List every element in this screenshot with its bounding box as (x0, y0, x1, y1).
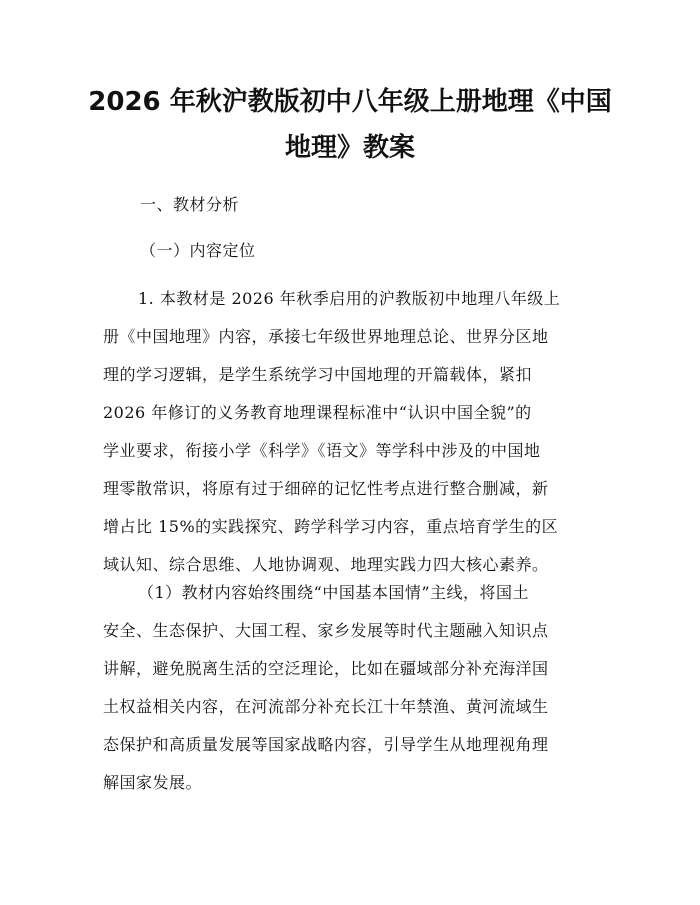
document-title-line-2: 地理》教案 (284, 133, 415, 163)
paragraph-1-line: 册《中国地理》内容，承接七年级世界地理总论、世界分区地 (103, 327, 549, 346)
paragraph-2-line: 讲解，避免脱离生活的空泛理论，比如在疆域部分补充海洋国 (103, 659, 549, 678)
paragraph-1-line: 学业要求，衔接小学《科学》《语文》等学科中涉及的中国地 (103, 441, 541, 460)
paragraph-1-line: 理的学习逻辑，是学生系统学习中国地理的开篇载体，紧扣 (103, 365, 533, 384)
paragraph-1-line: 理零散常识，将原有过于细碎的记忆性考点进行整合删减，新 (103, 479, 549, 498)
subsection-heading: （一）内容定位 (140, 241, 256, 260)
section-heading: 一、教材分析 (140, 195, 240, 214)
paragraph-2-line: 安全、生态保护、大国工程、家乡发展等时代主题融入知识点 (103, 621, 549, 640)
paragraph-1 (103, 280, 603, 584)
paragraph-2-line: 土权益相关内容，在河流部分补充长江十年禁渔、黄河流域生 (103, 697, 549, 716)
paragraph-2-line: 解国家发展。 (103, 773, 203, 792)
paragraph-2 (103, 574, 603, 802)
document-title-line-1: 2026 年秋沪教版初中八年级上册地理《中国 (88, 87, 612, 117)
paragraph-1-line: 1. 本教材是 2026 年秋季启用的沪教版初中地理八年级上 (138, 289, 561, 308)
paragraph-2-line: 态保护和高质量发展等国家战略内容，引导学生从地理视角理 (103, 735, 549, 754)
paragraph-1-line: 增占比 15%的实践探究、跨学科学习内容，重点培育学生的区 (103, 517, 559, 536)
paragraph-1-line: 2026 年修订的义务教育地理课程标准中“认识中国全貌”的 (103, 403, 532, 422)
paragraph-2-line: （1）教材内容始终围绕“中国基本国情”主线，将国土 (138, 583, 530, 602)
paragraph-1-line: 域认知、综合思维、人地协调观、地理实践力四大核心素养。 (103, 555, 549, 574)
